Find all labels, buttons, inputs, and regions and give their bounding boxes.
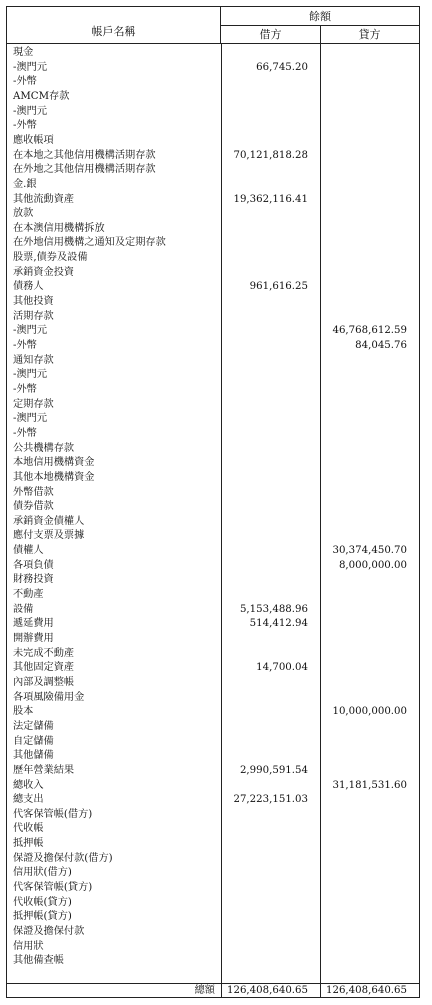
account-name: 債券借款 xyxy=(13,501,54,513)
total-row xyxy=(7,983,419,998)
account-name: 各項風險備用金 xyxy=(13,691,85,703)
credit-value: 10,000,000.00 xyxy=(332,706,407,718)
table-row xyxy=(7,661,419,676)
table-row xyxy=(7,456,419,471)
account-name: 在本澳信用機構拆放 xyxy=(13,222,105,234)
table-row xyxy=(7,222,419,237)
table-row xyxy=(7,720,419,735)
table-row xyxy=(7,398,419,413)
table-row xyxy=(7,793,419,808)
table-row xyxy=(7,822,419,837)
table-row xyxy=(7,559,419,574)
table-row xyxy=(7,896,419,911)
account-name: 股票,債券及設備 xyxy=(13,252,88,264)
table-row xyxy=(7,134,419,149)
table-row xyxy=(7,486,419,501)
table-row xyxy=(7,75,419,90)
account-name: 其他本地機構資金 xyxy=(13,471,95,483)
debit-value: 14,700.04 xyxy=(256,662,308,674)
table-row xyxy=(7,617,419,632)
table-row xyxy=(7,412,419,427)
table-row xyxy=(7,603,419,618)
account-name: 保證及擔保付款(借方) xyxy=(13,852,113,864)
debit-value: 70,121,818.28 xyxy=(233,149,308,161)
credit-value: 8,000,000.00 xyxy=(338,559,407,571)
debit-value: 2,990,591.54 xyxy=(239,764,308,776)
table-row xyxy=(7,910,419,925)
debit-value: 5,153,488.96 xyxy=(239,603,308,615)
account-name: -外幣 xyxy=(13,427,37,439)
table-row xyxy=(7,368,419,383)
debit-value: 961,616.25 xyxy=(249,281,308,293)
table-row xyxy=(7,207,419,222)
table-row xyxy=(7,427,419,442)
table-row xyxy=(7,500,419,515)
account-name: 代客保管帳(借方) xyxy=(13,808,93,820)
account-name: 活期存款 xyxy=(13,310,54,322)
table-row xyxy=(7,647,419,662)
table-row xyxy=(7,61,419,76)
account-name: -澳門元 xyxy=(13,61,48,73)
table-row xyxy=(7,837,419,852)
account-name: 抵押帳 xyxy=(13,838,44,850)
account-name: 債權人 xyxy=(13,545,44,557)
account-name: 代收帳(貸方) xyxy=(13,896,72,908)
table-row xyxy=(7,749,419,764)
column-divider xyxy=(320,43,321,997)
account-name: 應付支票及票據 xyxy=(13,530,85,542)
table-row xyxy=(7,705,419,720)
table-row xyxy=(7,310,419,325)
balance-sheet-table xyxy=(6,6,420,998)
account-name-header: 帳戶名稱 xyxy=(7,7,221,43)
account-name: -澳門元 xyxy=(13,413,48,425)
table-row xyxy=(7,544,419,559)
account-name: -外幣 xyxy=(13,340,37,351)
table-row xyxy=(7,764,419,779)
table-row xyxy=(7,940,419,955)
account-name: 其他儲備 xyxy=(13,750,54,762)
table-row xyxy=(7,354,419,369)
table-row xyxy=(7,105,419,120)
account-name: 各項負債 xyxy=(13,559,54,571)
account-name: 承銷資金投資 xyxy=(13,266,75,278)
account-name: -外幣 xyxy=(13,383,37,395)
account-name: 保證及擔保付款 xyxy=(13,926,85,937)
account-name: 法定儲備 xyxy=(13,720,54,732)
account-name: 內部及調整帳 xyxy=(13,676,75,688)
account-name: 外幣借款 xyxy=(13,486,54,498)
table-row xyxy=(7,691,419,706)
account-name: -澳門元 xyxy=(13,369,48,381)
table-row xyxy=(7,515,419,530)
table-row xyxy=(7,266,419,281)
credit-value: 30,374,450.70 xyxy=(332,545,407,557)
account-name: -外幣 xyxy=(13,120,37,132)
table-row xyxy=(7,866,419,881)
account-name: 總收入 xyxy=(13,779,44,791)
table-row xyxy=(7,779,419,794)
table-row xyxy=(7,471,419,486)
account-name: 自定儲備 xyxy=(13,735,54,747)
account-name: 設備 xyxy=(13,603,34,615)
table-row xyxy=(7,442,419,457)
account-name: 其他投資 xyxy=(13,296,54,308)
account-name: 金.銀 xyxy=(13,178,37,190)
total-credit: 126,408,640.65 xyxy=(325,985,407,996)
account-name: 代客保管帳(貸方) xyxy=(13,882,93,894)
account-name: 抵押帳(貸方) xyxy=(13,911,72,923)
account-name: 債務人 xyxy=(13,281,44,293)
account-name: 本地信用機構資金 xyxy=(13,457,95,469)
table-row xyxy=(7,46,419,61)
table-row xyxy=(7,90,419,105)
table-row xyxy=(7,324,419,339)
table-row xyxy=(7,178,419,193)
table-row xyxy=(7,280,419,295)
balance-header: 餘額 xyxy=(221,7,419,26)
credit-value: 84,045.76 xyxy=(355,340,407,351)
table-row xyxy=(7,573,419,588)
account-name: 通知存款 xyxy=(13,354,54,366)
table-row xyxy=(7,193,419,208)
account-name: 在外地之其他信用機構活期存款 xyxy=(13,164,156,176)
account-name: 信用狀 xyxy=(13,940,44,952)
account-name: 定期存款 xyxy=(13,398,54,410)
table-row xyxy=(7,295,419,310)
table-row xyxy=(7,149,419,164)
table-row xyxy=(7,588,419,603)
table-row xyxy=(7,925,419,940)
account-name: 開辦費用 xyxy=(13,633,54,644)
account-name: 財務投資 xyxy=(13,574,54,586)
table-row xyxy=(7,529,419,544)
account-name: 歷年營業結果 xyxy=(13,764,75,776)
credit-header: 貸方 xyxy=(358,28,381,41)
debit-value: 514,412.94 xyxy=(249,618,308,630)
debit-value: 19,362,116.41 xyxy=(233,193,308,205)
account-name: 承銷資金債權人 xyxy=(13,515,85,527)
debit-value: 27,223,151.03 xyxy=(233,794,308,806)
account-name: 其他固定資產 xyxy=(13,662,75,674)
credit-value: 31,181,531.60 xyxy=(332,779,407,791)
table-row xyxy=(7,808,419,823)
account-name: 未完成不動產 xyxy=(13,647,75,659)
table-header xyxy=(7,7,419,44)
table-row xyxy=(7,251,419,266)
account-name: 總支出 xyxy=(13,794,44,806)
table-row xyxy=(7,881,419,896)
table-body xyxy=(7,43,419,983)
account-name: 在本地之其他信用機構活期存款 xyxy=(13,149,156,161)
account-name: AMCM存款 xyxy=(13,90,70,102)
table-row xyxy=(7,339,419,354)
debit-header: 借方 xyxy=(221,25,321,43)
table-row xyxy=(7,383,419,398)
credit-value: 46,768,612.59 xyxy=(332,325,407,337)
total-debit: 126,408,640.65 xyxy=(226,985,308,996)
account-name: 股本 xyxy=(13,706,34,718)
account-name: -澳門元 xyxy=(13,325,48,337)
table-row xyxy=(7,236,419,251)
account-name: 在外地信用機構之通知及定期存款 xyxy=(13,237,166,249)
account-name: 不動產 xyxy=(13,589,44,601)
table-row xyxy=(7,163,419,178)
table-row xyxy=(7,735,419,750)
account-name: 信用狀(借方) xyxy=(13,867,72,879)
account-name: 放款 xyxy=(13,208,34,220)
account-name: -外幣 xyxy=(13,76,37,88)
account-name: 遞延費用 xyxy=(13,618,54,630)
account-name: 其他備查帳 xyxy=(13,955,64,967)
table-row xyxy=(7,119,419,134)
total-label: 總額 xyxy=(194,985,215,996)
table-row xyxy=(7,632,419,647)
table-row xyxy=(7,852,419,867)
account-name: -澳門元 xyxy=(13,105,48,117)
table-row xyxy=(7,954,419,969)
account-name: 其他流動資產 xyxy=(13,193,75,205)
account-name: 應收帳項 xyxy=(13,134,54,146)
account-name: 代收帳 xyxy=(13,823,44,835)
debit-value: 66,745.20 xyxy=(256,61,308,73)
column-divider xyxy=(221,43,222,997)
account-name: 公共機構存款 xyxy=(13,442,75,454)
account-name: 現金 xyxy=(13,47,34,58)
table-row xyxy=(7,676,419,691)
